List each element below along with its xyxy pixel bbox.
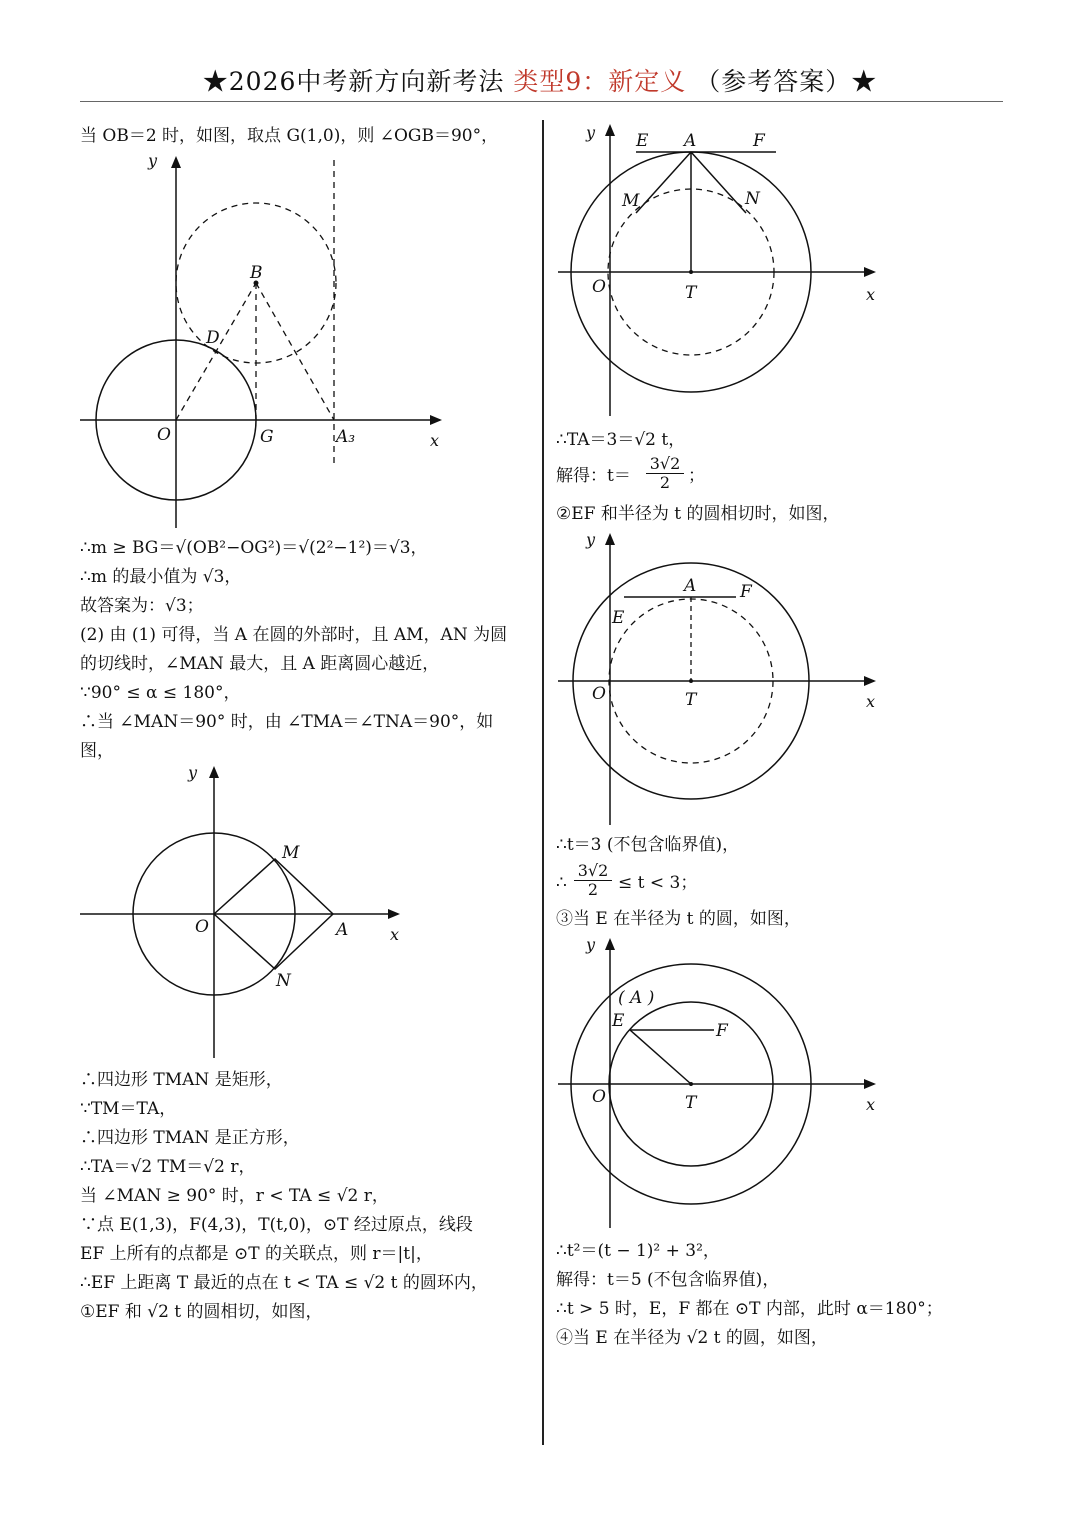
label-m: M — [622, 191, 640, 211]
label-a3: A₃ — [336, 427, 356, 447]
label-e: E — [636, 131, 649, 151]
y-axis-label: y — [586, 123, 596, 142]
text-line: ③当 E 在半径为 t 的圆，如图， — [556, 909, 801, 929]
header-topic: 类型9：新定义 — [513, 67, 687, 96]
label-o: O — [592, 684, 606, 704]
x-axis-label: x — [390, 925, 400, 944]
label-a: A — [336, 920, 349, 940]
label-o: O — [157, 425, 171, 445]
label-a-paren: ( A ) — [618, 988, 655, 1008]
fraction — [574, 862, 612, 899]
label-n: N — [745, 189, 760, 209]
label-t: T — [685, 1093, 697, 1113]
label-m: M — [282, 843, 300, 863]
text-line: ∴t＝3 (不包含临界值)， — [556, 835, 740, 855]
x-axis-label: x — [866, 692, 876, 711]
text-line: ∴四边形 TMAN 是矩形， — [80, 1070, 283, 1090]
x-axis-label: x — [866, 285, 876, 304]
text-line: (2) 由 (1) 可得，当 A 在圆的外部时，且 AM，AN 为圆 — [80, 625, 508, 645]
text-line: ∴t²＝(t − 1)² + 3²， — [556, 1241, 720, 1261]
text-line: ≤ t < 3； — [618, 873, 698, 893]
text-line: ∴TA＝3＝√2 t， — [556, 430, 686, 450]
label-o: O — [592, 277, 606, 297]
figure-ef-tangent-inner — [556, 527, 886, 827]
header-right: （参考答案）★ — [695, 67, 878, 96]
fraction — [646, 455, 684, 492]
text-line: ∴EF 上距离 T 最近的点在 t < TA ≤ √2 t 的圆环内， — [80, 1273, 488, 1293]
figure-circle-b — [80, 150, 460, 530]
fraction-denominator: 2 — [646, 473, 684, 492]
text-line: EF 上所有的点都是 ⊙T 的关联点，则 r＝|t|， — [80, 1244, 433, 1264]
text-line: 的切线时，∠MAN 最大，且 A 距离圆心越近， — [80, 654, 440, 674]
x-axis-label: x — [866, 1095, 876, 1114]
label-t: T — [685, 690, 697, 710]
text-line: ①EF 和 √2 t 的圆相切，如图， — [80, 1302, 323, 1322]
text-line: ∴四边形 TMAN 是正方形， — [80, 1128, 300, 1148]
label-f: F — [740, 582, 752, 602]
text-line: 图， — [80, 741, 114, 761]
label-e: E — [612, 608, 625, 628]
label-n: N — [276, 971, 291, 991]
fraction-denominator: 2 — [574, 880, 612, 899]
y-axis-label: y — [188, 763, 198, 782]
text-line: 当 OB＝2 时，如图，取点 G(1,0)，则 ∠OGB＝90°， — [80, 126, 499, 146]
header-divider — [80, 101, 1003, 102]
page-header — [0, 62, 1080, 98]
text-line: ∵90° ≤ α ≤ 180°， — [80, 683, 241, 703]
fraction-numerator: 3√2 — [649, 454, 681, 473]
text-line: ∴TA＝√2 TM＝√2 r， — [80, 1157, 256, 1177]
label-t: T — [685, 283, 697, 303]
text-line: 解得：t＝ — [556, 466, 631, 486]
text-line: ∴m ≥ BG＝√(OB²−OG²)＝√(2²−1²)＝√3， — [80, 538, 428, 558]
label-o: O — [592, 1087, 606, 1107]
y-axis-label: y — [586, 935, 596, 954]
y-axis-label: y — [148, 151, 158, 170]
text-line: ∴m 的最小值为 √3， — [80, 567, 242, 587]
text-line: 故答案为：√3； — [80, 596, 204, 616]
y-axis-label: y — [586, 530, 596, 549]
label-o: O — [195, 917, 209, 937]
text-line: ； — [688, 466, 705, 486]
label-b: B — [250, 263, 263, 283]
figure-e-on-circle — [556, 932, 886, 1232]
text-line: ∴当 ∠MAN＝90° 时，由 ∠TMA＝∠TNA＝90°，如 — [80, 712, 494, 732]
text-line: 解得：t＝5 (不包含临界值)， — [556, 1270, 780, 1290]
text-line: ④当 E 在半径为 √2 t 的圆，如图， — [556, 1328, 828, 1348]
label-a: A — [684, 131, 697, 151]
text-line: 当 ∠MAN ≥ 90° 时，r < TA ≤ √2 r， — [80, 1186, 389, 1206]
text-line: ∵TM＝TA， — [80, 1099, 177, 1119]
label-a: A — [684, 576, 697, 596]
label-f: F — [753, 131, 765, 151]
fraction-numerator: 3√2 — [577, 861, 609, 880]
text-line: ∵点 E(1,3)，F(4,3)，T(t,0)，⊙T 经过原点，线段 — [80, 1215, 473, 1235]
text-line: ∴ — [556, 873, 567, 893]
figure-ef-tangent-outer — [556, 118, 886, 418]
label-g: G — [260, 427, 274, 447]
label-f: F — [716, 1021, 728, 1041]
header-left: ★2026中考新方向新考法 — [202, 67, 505, 96]
x-axis-label: x — [430, 431, 440, 450]
label-d: D — [206, 328, 220, 348]
column-divider — [542, 120, 544, 1445]
text-line: ②EF 和半径为 t 的圆相切时，如图， — [556, 504, 840, 524]
text-line: ∴t > 5 时，E，F 都在 ⊙T 内部，此时 α＝180°； — [556, 1299, 943, 1319]
figure-square-tman — [80, 762, 420, 1062]
label-e: E — [612, 1011, 625, 1031]
